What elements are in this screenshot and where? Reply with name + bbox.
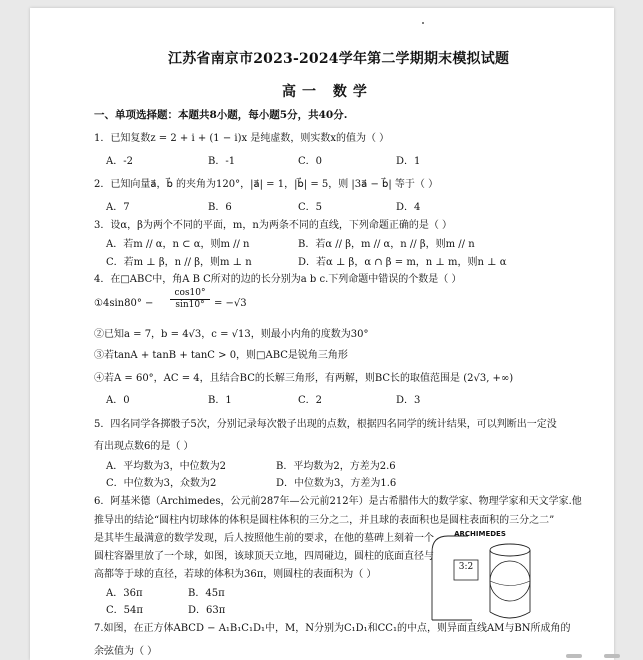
document-page [30, 8, 614, 660]
exam-title: 江苏省南京市2023-2024学年第二学期期末模拟试题 [168, 51, 510, 67]
q5-option-c: C．中位数为3，众数为2 [106, 478, 217, 489]
q5-option-b: B．平均数为2，方差为2.6 [276, 461, 396, 472]
q3-option-b: B．若α // β，m // α，n // β，则m // n [298, 239, 475, 250]
q3-option-d: D．若α ⊥ β，α ∩ β = m，n ⊥ m，则n ⊥ α [298, 257, 507, 268]
exam-subtitle: 高一 数学 [282, 84, 373, 100]
question-1: 1．已知复数z = 2 + i + (1 − i)x 是纯虚数，则实数x的值为（ ） [94, 133, 390, 144]
scroll-indicator-left[interactable] [566, 654, 582, 658]
archimedes-figure [428, 530, 538, 626]
question-5-line-2: 有出现点数6的是（ ） [94, 441, 194, 452]
question-6-line-4: 圆柱容器里放了一个球，如图，该球顶天立地，四周碰边，圆柱的底面直径与 [94, 551, 434, 562]
section-heading: 一、单项选择题：本题共8小题，每小题5分，共40分. [94, 109, 348, 121]
q6-option-c: C．54π [106, 605, 143, 616]
question-3: 3．设α，β为两个不同的平面，m，n为两条不同的直线，下列命题正确的是（ ） [94, 220, 452, 231]
figure-ratio: 3:2 [458, 562, 474, 572]
q4-option-a: A．0 [106, 395, 130, 406]
q4-statement-3: ③若tanA + tanB + tanC > 0，则□ABC是锐角三角形 [94, 350, 348, 361]
question-6-line-1: 6．阿基米德（Archimedes，公元前287年—公元前212年）是古希腊伟大的数学家、物理学家和天文学家.他 [94, 496, 582, 507]
q6-option-d: D．63π [188, 605, 226, 616]
q4-statement-2: ②已知a = 7，b = 4√3，c = √13，则最小内角的度数为30° [94, 329, 369, 340]
q4-option-d: D．3 [396, 395, 421, 406]
q2-option-c: C．5 [298, 202, 323, 213]
q1-option-d: D．1 [396, 156, 421, 167]
q2-option-d: D．4 [396, 202, 421, 213]
q5-option-d: D．中位数为3，方差为1.6 [276, 478, 397, 489]
q4-fraction [170, 288, 210, 311]
tombstone-drawing [428, 530, 538, 622]
figure-label: ARCHIMEDES [454, 530, 506, 538]
fraction-numerator: cos10° [170, 288, 210, 300]
q4-statement-4: ④若A = 60°，AC = 4，且结合BC的长解三角形，有两解，则BC长的取值范围是 (2√3, +∞) [94, 373, 514, 384]
question-6-line-2: 推导出的结论“圆柱内切球体的体积是圆柱体积的三分之二，并且球的表面积也是圆柱表面积的三分之二” [94, 515, 555, 526]
q3-option-a: A．若m // α，n ⊂ α，则m // n [106, 239, 250, 250]
q4-statement-1-tail: = −√3 [214, 298, 247, 309]
question-6-line-5: 高都等于球的直径，若球的体积为36π，则圆柱的表面积为（ ） [94, 569, 377, 580]
question-5-line-1: 5．四名同学各掷骰子5次，分别记录每次骰子出现的点数，根据四名同学的统计结果，可以判断出一定没 [94, 419, 557, 430]
question-4: 4．在□ABC中，角A B C所对的边的长分别为a b c.下列命题中错误的个数是（ ） [94, 274, 462, 285]
speck [422, 22, 424, 24]
question-7-cutoff: 余弦值为（ ） [94, 646, 158, 657]
q2-option-b: B．6 [208, 202, 232, 213]
q2-option-a: A．7 [106, 202, 130, 213]
question-2: 2．已知向量a⃗，b⃗ 的夹角为120°，|a⃗| = 1，|b⃗| = 5，则 |3a⃗ − b⃗| 等于（ ） [94, 179, 439, 190]
question-7: 7.如图，在正方体ABCD − A₁B₁C₁D₁中，M，N分别为C₁D₁和CC₁的中点，则异面直线AM与BN所成角的 [94, 623, 571, 634]
q5-option-a: A．平均数为3，中位数为2 [106, 461, 226, 472]
q1-option-a: A．-2 [106, 156, 133, 167]
q6-option-b: B．45π [188, 588, 225, 599]
q1-option-c: C．0 [298, 156, 323, 167]
q4-option-b: B．1 [208, 395, 232, 406]
q4-option-c: C．2 [298, 395, 323, 406]
scroll-indicator-right[interactable] [604, 654, 620, 658]
q1-option-b: B．-1 [208, 156, 236, 167]
q6-option-a: A．36π [106, 588, 143, 599]
q4-statement-1-lead: ①4sin80° − [94, 298, 154, 309]
fraction-denominator: sin10° [175, 300, 205, 310]
question-6-line-3: 是其毕生最满意的数学发现，后人按照他生前的要求，在他的墓碑上刻着一个 [94, 533, 434, 544]
q3-option-c: C．若m ⊥ β，n // β，则m ⊥ n [106, 257, 252, 268]
